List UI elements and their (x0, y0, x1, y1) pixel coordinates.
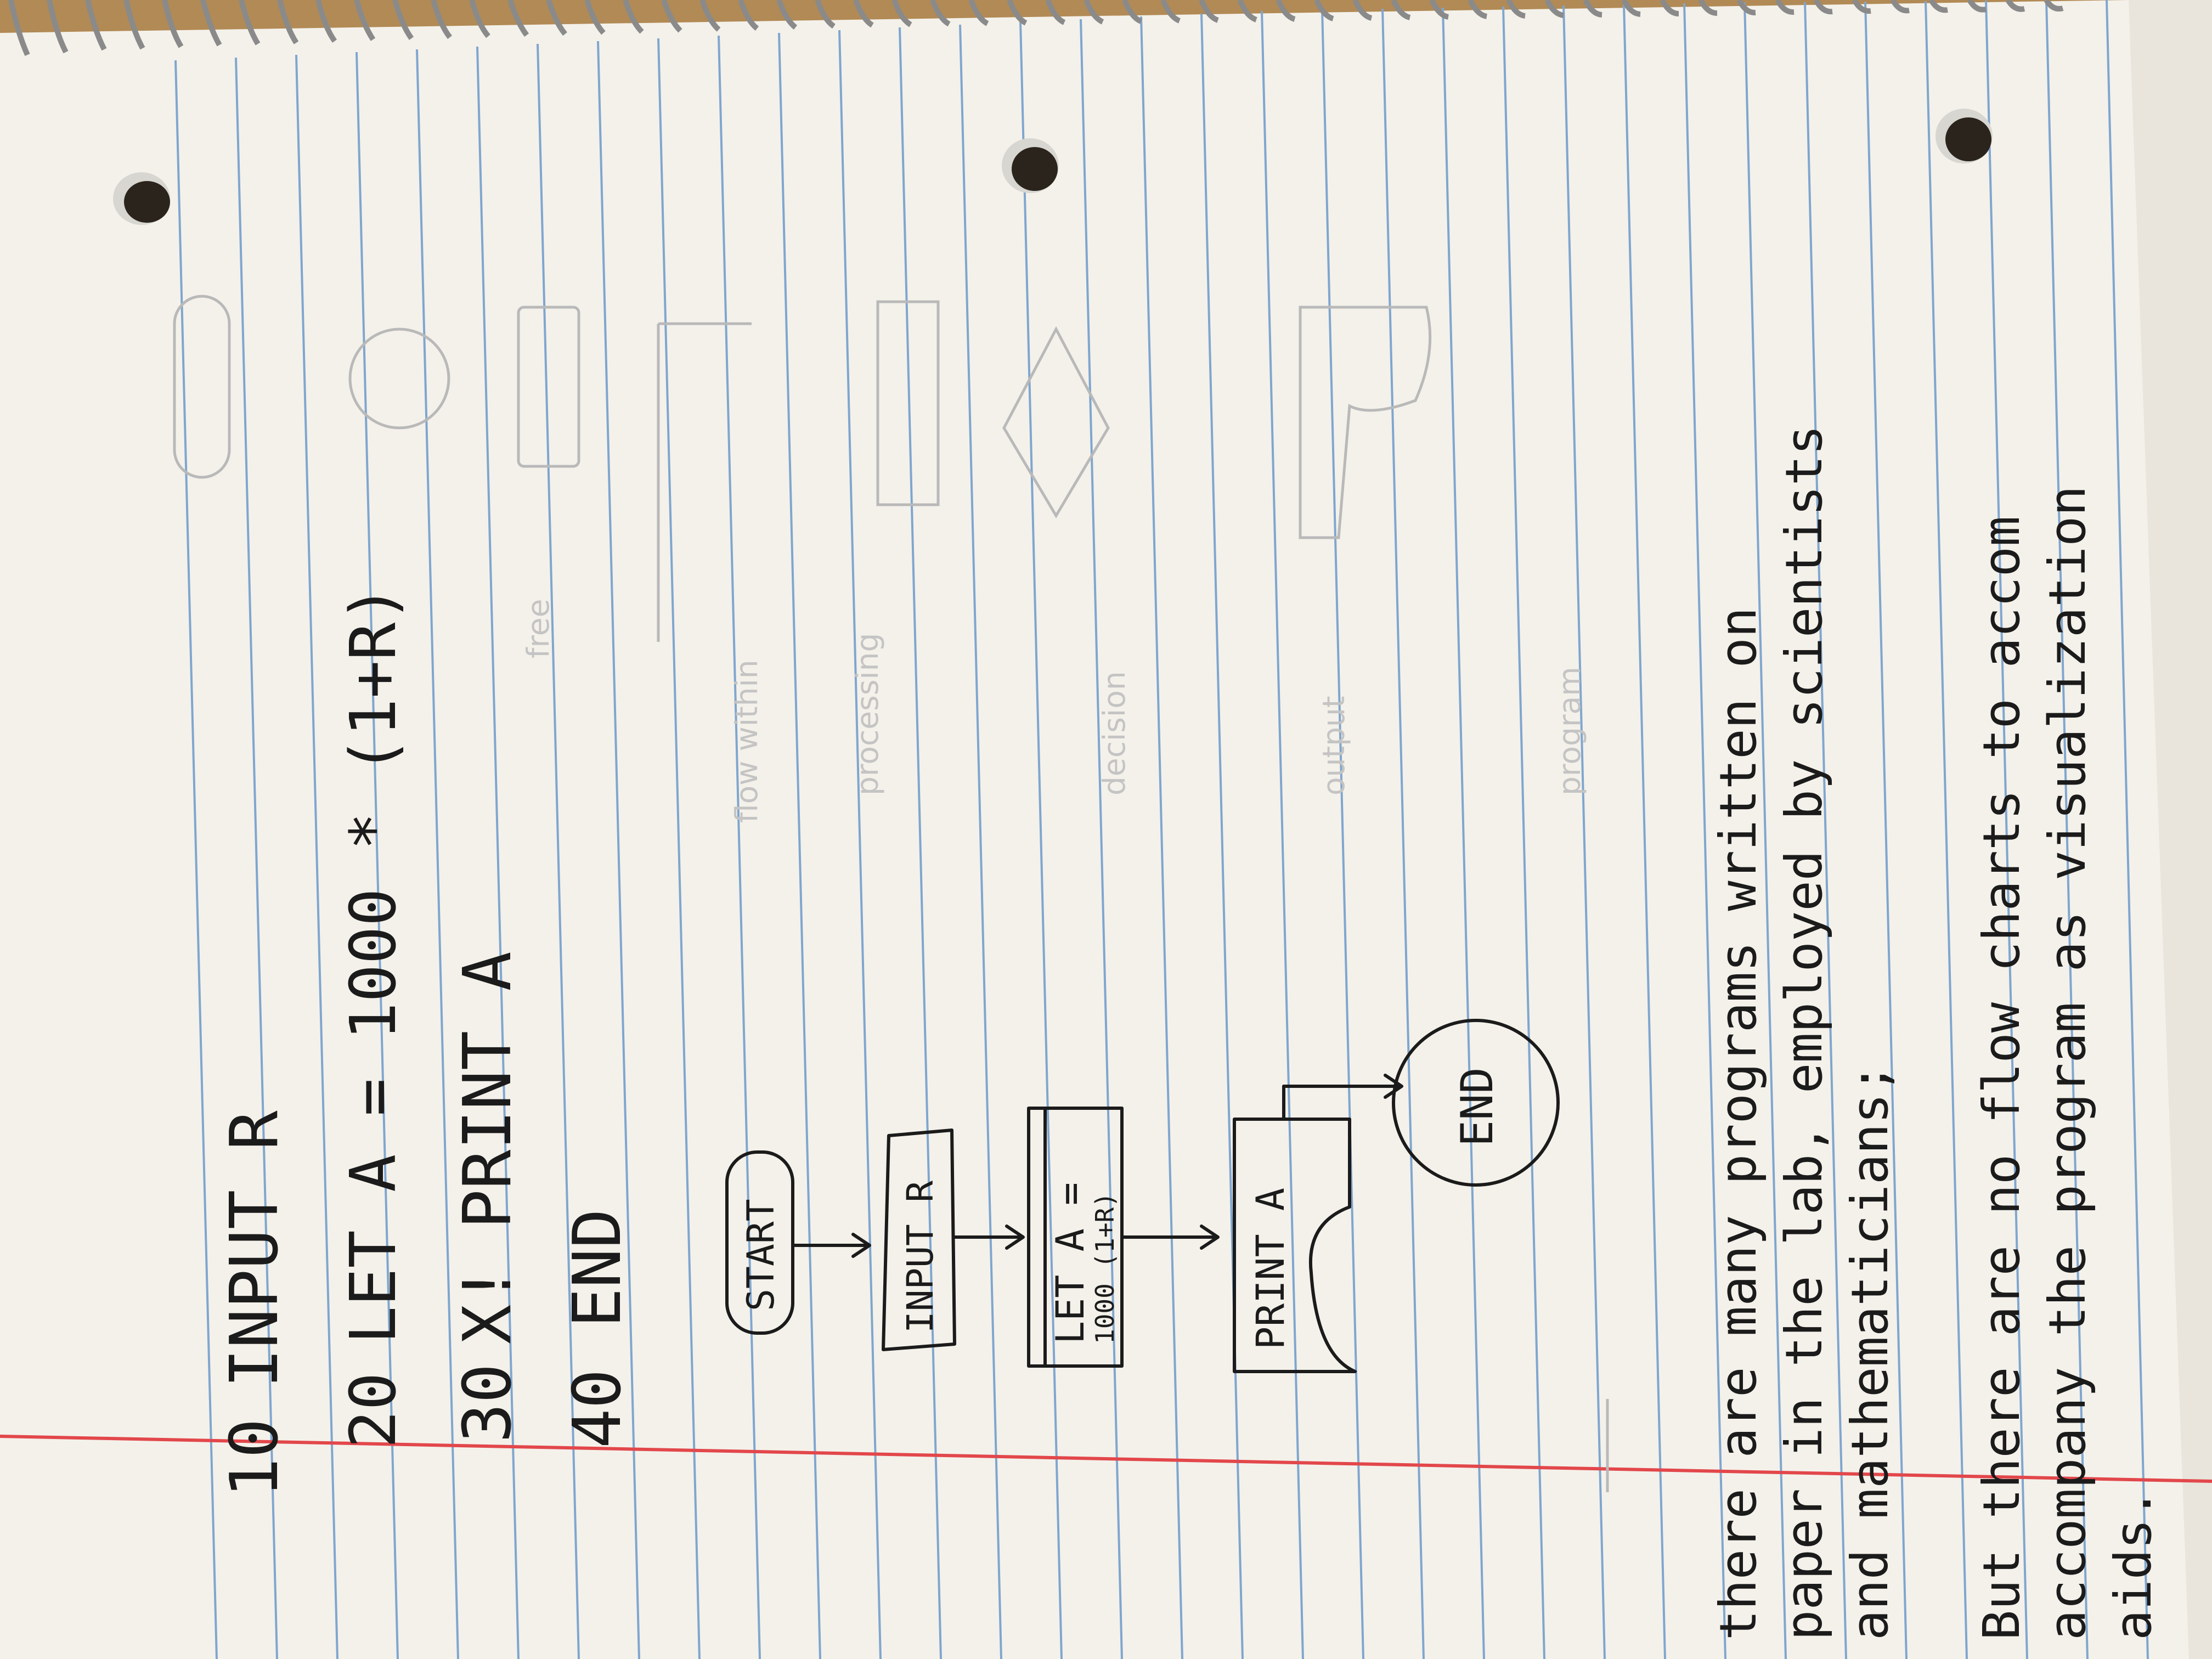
line-number: 40 (560, 1369, 636, 1448)
line-number: 10 (217, 1418, 293, 1498)
end-label: END (1452, 1067, 1503, 1147)
svg-text:program: program (1552, 667, 1587, 795)
line-number: 30 (450, 1363, 526, 1443)
line-number: 20 (337, 1372, 410, 1448)
note-line: accompany the program as visualization (2038, 486, 2097, 1640)
start-label: START (740, 1199, 783, 1311)
note-line: But there are no flow charts to accom (1972, 516, 2031, 1640)
line-statement: LET A = 1000 * (1+R) (337, 584, 410, 1344)
line-statement: PRINT A (450, 951, 526, 1229)
note-line: paper in the lab, employed by scientists (1775, 425, 1833, 1640)
note-line: there are many programs written on (1709, 607, 1768, 1640)
program-line-20 (337, 584, 410, 1448)
svg-text:decision: decision (1097, 671, 1132, 795)
svg-text:flow within: flow within (729, 659, 764, 823)
line-statement: INPUT R (217, 1110, 293, 1388)
process-label-top: LET A = (1048, 1182, 1093, 1344)
output-label: PRINT A (1248, 1187, 1293, 1350)
program-line-10 (217, 1110, 293, 1498)
process-label-bottom: 1000 (1+R) (1090, 1192, 1120, 1344)
program-line-30 (450, 951, 526, 1443)
note-line: and mathematicians; (1841, 1063, 1899, 1640)
svg-text:processing: processing (850, 633, 885, 795)
svg-text:free: free (521, 599, 556, 658)
line-statement: END (560, 1209, 636, 1328)
note-line: aids. (2104, 1488, 2163, 1640)
line-30-mark: X! (450, 1265, 526, 1344)
svg-text:output: output (1316, 696, 1351, 795)
input-label: INPUT R (899, 1180, 941, 1333)
